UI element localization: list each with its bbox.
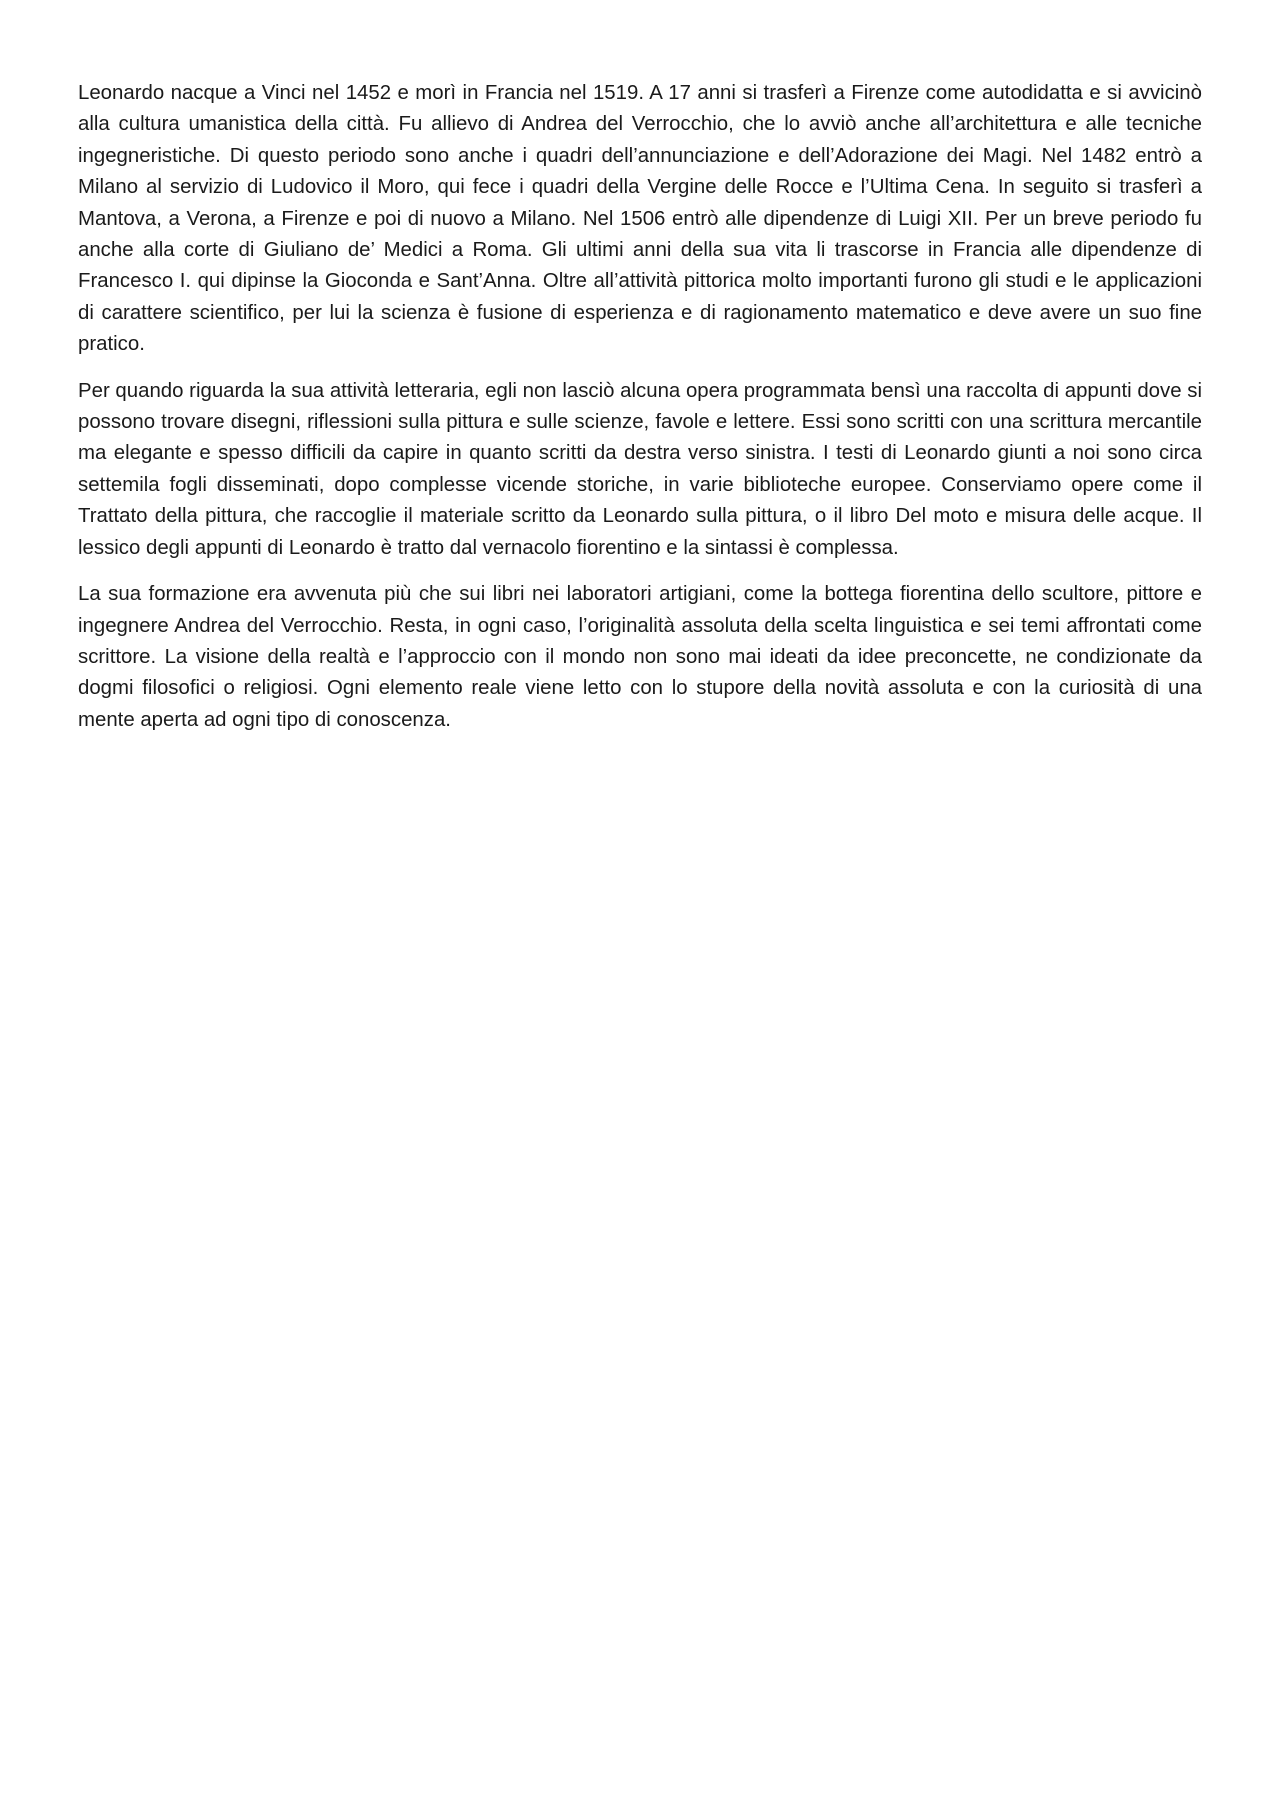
paragraph-literary-activity: Per quando riguarda la sua attività letteraria, egli non lasciò alcuna opera programmata bensì una raccolta di appunti dove si possono trovare disegni, riflessioni sulla pittura e sulle scienze, favole e lettere. Essi sono scritti con una scrittura mercantile ma elegante e spesso difficili da capire in quanto scritti da destra verso sinistra. I testi di Leonardo giunti a noi sono circa settemila fogli disseminati, dopo complesse vicende storiche, in varie biblioteche europee. Conserviamo opere come il Trattato della pittura, che raccoglie il materiale scritto da Leonardo sulla pittura, o il libro Del moto e misura delle acque. Il lessico degli appunti di Leonardo è tratto dal vernacolo fiorentino e la sintassi è complessa. — [78, 379, 1202, 559]
paragraph-formation: La sua formazione era avvenuta più che sui libri nei laboratori artigiani, come la bottega fiorentina dello scultore, pittore e ingegnere Andrea del Verrocchio. Resta, in ogni caso, l’originalità assoluta della scelta linguistica e sei temi affrontati come scrittore. La visione della realtà e l’approccio con il mondo non sono mai ideati da idee preconcette, ne condizionate da dogmi filosofici o religiosi. Ogni elemento reale viene letto con lo stupore della novità assoluta e con la curiosità di una mente aperta ad ogni tipo di conoscenza. — [78, 583, 1202, 731]
paragraph-biography: Leonardo nacque a Vinci nel 1452 e morì in Francia nel 1519. A 17 anni si trasferì a Firenze come autodidatta e si avvicinò alla cultura umanistica della città. Fu allievo di Andrea del Verrocchio, che lo avviò anche all’architettura e alle tecniche ingegneristiche. Di questo periodo sono anche i quadri dell’annunciazione e dell’Adorazione dei Magi. Nel 1482 entrò a Milano al servizio di Ludovico il Moro, qui fece i quadri della Vergine delle Rocce e l’Ultima Cena. In seguito si trasferì a Mantova, a Verona, a Firenze e poi di nuovo a Milano. Nel 1506 entrò alle dipendenze di Luigi XII. Per un breve periodo fu anche alla corte di Giuliano de’ Medici a Roma. Gli ultimi anni della sua vita li trascorse in Francia alle dipendenze di Francesco I. qui dipinse la Gioconda e Sant’Anna. Oltre all’attività pittorica molto importanti furono gli studi e le applicazioni di carattere scientifico, per lui la scienza è fusione di esperienza e di ragionamento matematico e deve avere un suo fine pratico. — [78, 82, 1202, 356]
document-body — [78, 78, 1202, 751]
